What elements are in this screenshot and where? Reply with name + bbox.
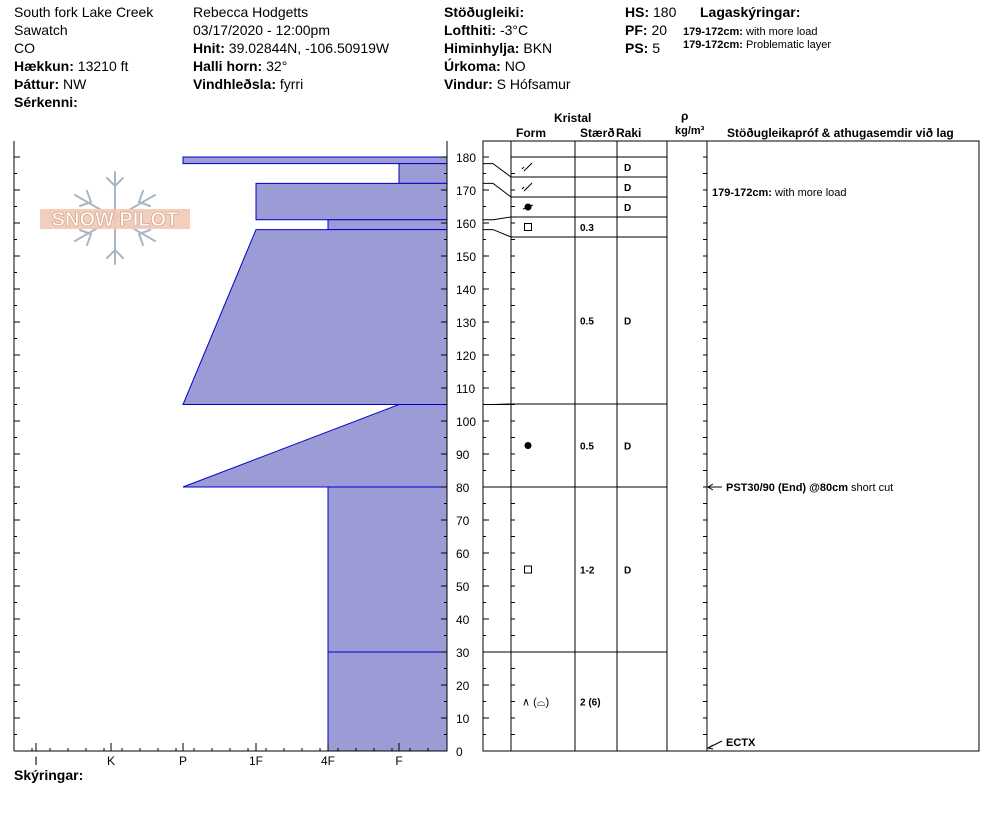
hardness-layer [328, 220, 447, 230]
y-tick-label: 150 [456, 250, 477, 264]
comment-text: PST30/90 (End) @80cm short cut [726, 482, 894, 494]
layer-connector [483, 183, 511, 197]
hs-label: HS: [625, 4, 650, 20]
form-header: Form [516, 126, 546, 140]
precipitation [444, 58, 526, 74]
precip-value: NO [504, 58, 526, 74]
crystal-size: 1-2 [580, 565, 595, 577]
y-tick-label: 160 [456, 217, 477, 231]
crystal-size: 0.5 [580, 441, 594, 453]
layer-legend-text: with more load [746, 26, 818, 38]
y-tick-label: 40 [456, 613, 470, 627]
layer-connector [483, 230, 511, 237]
pf-value: 20 [651, 22, 668, 38]
layer-legend-range: 179-172cm: [683, 26, 743, 38]
ps [625, 40, 660, 56]
x-tick-label: K [106, 754, 116, 768]
elevation [14, 58, 128, 74]
layer-legend-item [683, 37, 831, 53]
x-tick-label: I [34, 754, 38, 768]
slope-label: Halli horn: [193, 58, 263, 74]
footer-legend-label: Skýringar: [14, 767, 84, 783]
layer-connector [483, 404, 511, 405]
form-symbol-faceted [525, 566, 532, 573]
sky-label: Himinhylja: [444, 40, 520, 56]
form-symbol-melt [525, 204, 532, 211]
form-symbol-fragment [524, 163, 532, 171]
elevation-label: Hækkun: [14, 58, 74, 74]
sky-value: BKN [523, 40, 553, 56]
x-tick-label: P [178, 754, 188, 768]
layer-table-frame [483, 141, 979, 751]
aspect [14, 76, 86, 92]
y-tick-label: 110 [456, 382, 476, 396]
y-tick-label: 20 [456, 679, 470, 693]
form-symbol-fragment [524, 183, 532, 191]
coordinates [193, 40, 389, 56]
aspect-label: Þáttur: [14, 76, 60, 92]
x-tick-label: 1F [248, 754, 264, 768]
hardness-layer [328, 487, 447, 652]
location-name: South fork Lake Creek [14, 4, 154, 20]
wind-loading [193, 76, 303, 92]
comment-arrowhead [708, 745, 713, 749]
crystal-header: Kristal [554, 111, 592, 125]
moisture-value: D [624, 203, 632, 214]
y-tick-label: 130 [456, 316, 477, 330]
mountain-range: Sawatch [14, 22, 68, 38]
sky [444, 40, 552, 56]
form-symbol-melt-line [523, 205, 533, 209]
y-tick-label: 120 [456, 349, 477, 363]
comment-text: ECTX [726, 737, 756, 749]
y-tick-label: 140 [456, 283, 477, 297]
layer-legend-label: Lagaskýringar: [700, 4, 801, 20]
moisture-value: D [624, 316, 632, 328]
features-label: Sérkenni: [14, 94, 78, 110]
hardness-layer [256, 183, 447, 219]
form-symbol-depth-hoar: ∧ (⌓) [522, 696, 550, 709]
y-tick-label: 50 [456, 580, 470, 594]
pf [625, 22, 667, 38]
moisture-value: D [624, 565, 632, 577]
air-temp-value: -3°C [499, 22, 529, 38]
hs [625, 4, 676, 20]
state: CO [14, 40, 35, 56]
precip-label: Úrkoma: [444, 58, 501, 74]
stability-label: Stöðugleiki: [444, 4, 525, 20]
y-tick-label: 180 [456, 151, 477, 165]
comment-text: 179-172cm: with more load [712, 187, 847, 199]
y-tick-label: 30 [456, 646, 470, 660]
density-symbol: ρ [681, 109, 689, 123]
crystal-size: 2 (6) [580, 697, 601, 709]
coords-value: 39.02844N, -106.50919W [228, 40, 390, 56]
layer-connector [483, 164, 511, 177]
hardness-layer [183, 157, 447, 164]
form-symbol-fragment-tick [522, 167, 524, 169]
hardness-layer [183, 405, 447, 488]
layer-connector [483, 217, 511, 220]
layer-legend-range: 179-172cm: [683, 39, 743, 51]
form-symbol-faceted [525, 224, 532, 231]
datetime: 03/17/2020 - 12:00pm [193, 22, 330, 38]
y-tick-label: 80 [456, 481, 470, 495]
wind-label: Vindur: [444, 76, 493, 92]
hardness-layer [183, 230, 447, 405]
hardness-layer [328, 652, 447, 751]
hs-value: 180 [653, 4, 677, 20]
moisture-value: D [624, 183, 632, 194]
slope-value: 32° [266, 58, 288, 74]
moisture-value: D [624, 163, 632, 174]
y-tick-label: 10 [456, 712, 470, 726]
comment-arrow [708, 741, 722, 748]
y-tick-label: 70 [456, 514, 470, 528]
coords-label: Hnit: [193, 40, 225, 56]
comments-header: Stöðugleikapróf & athugasemdir við lag [727, 126, 954, 140]
moisture-value: D [624, 441, 632, 453]
wind-value: S Hófsamur [496, 76, 571, 92]
observer: Rebecca Hodgetts [193, 4, 309, 20]
x-tick-label: F [395, 754, 403, 768]
y-tick-label: 90 [456, 448, 470, 462]
pf-label: PF: [625, 22, 648, 38]
elevation-value: 13210 ft [77, 58, 129, 74]
y-tick-label: 100 [456, 415, 477, 429]
hardness-layer [399, 164, 447, 184]
crystal-size: 0.3 [580, 223, 594, 234]
wind-loading-value: fyrri [279, 76, 304, 92]
aspect-value: NW [63, 76, 87, 92]
comment-arrowhead [708, 484, 713, 490]
density-unit: kg/m³ [675, 125, 705, 137]
ps-label: PS: [625, 40, 649, 56]
wind [444, 76, 571, 92]
y-tick-label: 60 [456, 547, 470, 561]
y-tick-label: 0 [456, 745, 463, 759]
air-temp [444, 22, 528, 38]
crystal-size: 0.5 [580, 316, 594, 328]
snowpilot-logo [36, 168, 194, 273]
slope-angle [193, 58, 287, 74]
y-tick-label: 170 [456, 184, 477, 198]
wind-loading-label: Vindhleðsla: [193, 76, 276, 92]
form-symbol-fragment-tick [522, 187, 524, 189]
ps-value: 5 [652, 40, 661, 56]
layer-legend-text: Problematic layer [746, 39, 831, 51]
size-header: Stærð [580, 126, 615, 140]
logo-text: SNOW PILOT [51, 209, 179, 231]
air-temp-label: Lofthiti: [444, 22, 497, 38]
form-symbol-rounded [525, 442, 532, 449]
moisture-header: Raki [616, 126, 642, 140]
x-tick-label: 4F [320, 754, 336, 768]
